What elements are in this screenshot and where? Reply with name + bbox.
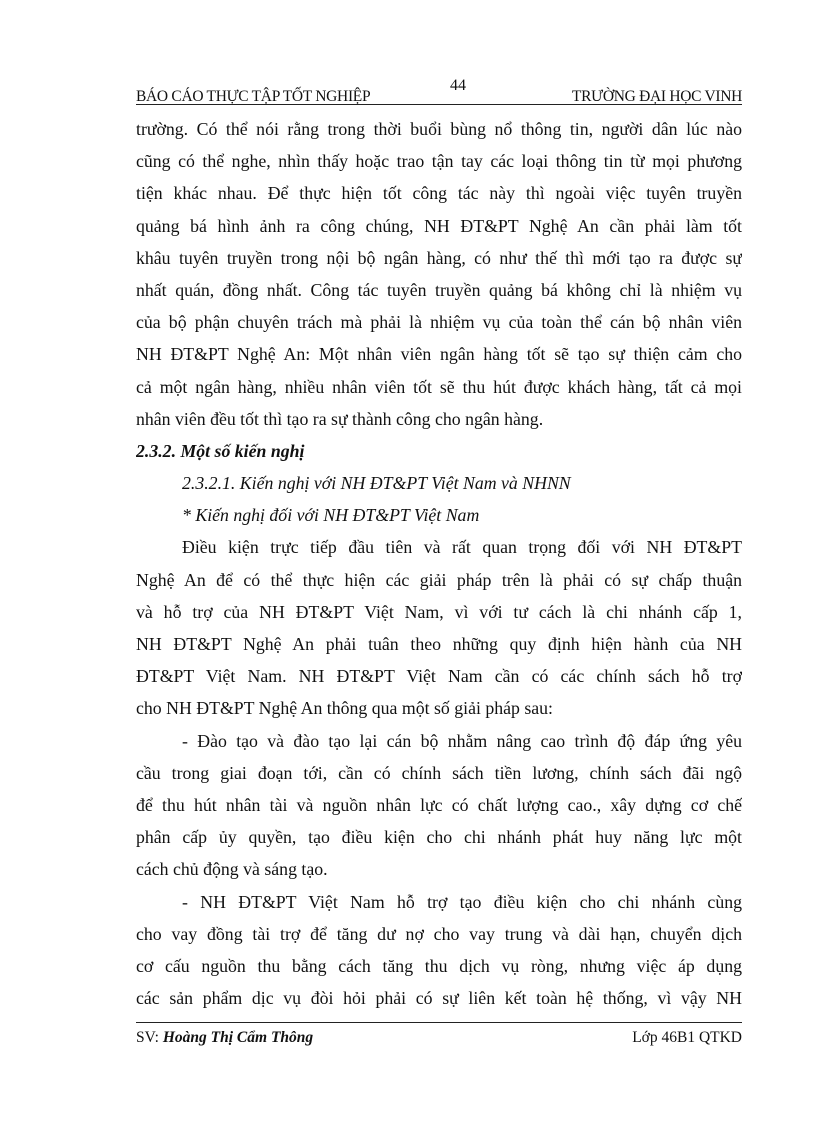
text-line: các sản phẩm dịc vụ đòi hỏi phải có sự liên kết toàn hệ thống, vì vậy NH [136, 988, 742, 1009]
text-line: phân cấp ủy quyền, tạo điều kiện cho chi nhánh phát huy năng lực một [136, 827, 742, 848]
text-line: để thu hút nhân tài và nguồn nhân lực có chất lượng cao., xây dựng cơ chế [136, 794, 742, 815]
text-line: cũng có thể nghe, nhìn thấy hoặc trao tận tay các loại thông tin từ mọi phương [136, 151, 742, 172]
page-number: 44 [450, 77, 466, 94]
text-line: ĐT&PT Việt Nam. NH ĐT&PT Việt Nam cần có các chính sách hỗ trợ [136, 666, 742, 687]
page-header [136, 77, 742, 106]
footer-rule [136, 1022, 742, 1023]
text-line: nhất quán, đồng nhất. Công tác tuyên truyền quảng bá không chỉ là nhiệm vụ [136, 279, 742, 300]
header-university: TRƯỜNG ĐẠI HỌC VINH [571, 88, 742, 105]
text-line: của bộ phận chuyên trách mà phải là nhiệm vụ của toàn thể cán bộ nhân viên [136, 312, 742, 333]
text-line: NH ĐT&PT Nghệ An: Một nhân viên ngân hàng tốt sẽ tạo sự thiện cảm cho [136, 344, 742, 365]
sub-subsection-heading: * Kiến nghị đối với NH ĐT&PT Việt Nam [182, 505, 480, 526]
text-line: - NH ĐT&PT Việt Nam hỗ trợ tạo điều kiện cho chi nhánh cùng [182, 891, 742, 912]
text-line: Điều kiện trực tiếp đầu tiên và rất quan trọng đối với NH ĐT&PT [182, 537, 742, 558]
footer-student-name: Hoàng Thị Cẩm Thông [162, 1029, 314, 1046]
text-line: nhân viên đều tốt thì tạo ra sự thành công cho ngân hàng. [136, 408, 544, 429]
footer-class: Lớp 46B1 QTKD [632, 1029, 742, 1046]
page-footer [136, 1029, 742, 1051]
text-line: NH ĐT&PT Nghệ An phải tuân theo những quy định hiện hành của NH [136, 634, 742, 654]
subsection-heading: 2.3.2.1. Kiến nghị với NH ĐT&PT Việt Nam và NHNN [182, 473, 571, 494]
text-line: khâu tuyên truyền trong nội bộ ngân hàng, có như thế thì mới tạo ra được sự [136, 247, 742, 268]
text-line: và hỗ trợ của NH ĐT&PT Việt Nam, vì với tư cách là chi nhánh cấp 1, [136, 601, 742, 622]
text-line: Nghệ An để có thể thực hiện các giải pháp trên là phải có sự chấp thuận [136, 569, 742, 590]
header-report-title: BÁO CÁO THỰC TẬP TỐT NGHIỆP [136, 88, 371, 105]
header-rule [136, 104, 742, 105]
text-line: cách chủ động và sáng tạo. [136, 859, 328, 880]
footer-student [136, 1029, 313, 1047]
text-line: cho vay đồng tài trợ để tăng dư nợ cho vay trung và dài hạn, chuyển dịch [136, 923, 742, 944]
text-line: cả một ngân hàng, nhiều nhân viên tốt sẽ thu hút được khách hàng, tất cả mọi [136, 376, 742, 397]
section-heading: 2.3.2. Một số kiến nghị [136, 440, 305, 461]
text-line: cơ cấu nguồn thu bằng cách tăng thu dịch vụ ròng, nhưng việc áp dụng [136, 955, 742, 976]
body-text [136, 113, 742, 1014]
text-line: - Đào tạo và đào tạo lại cán bộ nhằm nâng cao trình độ đáp ứng yêu [182, 730, 742, 751]
text-line: cho NH ĐT&PT Nghệ An thông qua một số giải pháp sau: [136, 698, 553, 719]
text-line: trường. Có thể nói rằng trong thời buổi bùng nổ thông tin, người dân lúc nào [136, 119, 742, 139]
text-line: tiện khác nhau. Để thực hiện tốt công tác này thì ngoài việc tuyên truyền [136, 183, 742, 204]
footer-student-prefix: SV: [136, 1029, 163, 1046]
text-line: cầu trong giai đoạn tới, cần có chính sách tiền lương, chính sách đãi ngộ [136, 762, 742, 783]
text-line: quảng bá hình ảnh ra công chúng, NH ĐT&PT Nghệ An cần phải làm tốt [136, 215, 742, 236]
